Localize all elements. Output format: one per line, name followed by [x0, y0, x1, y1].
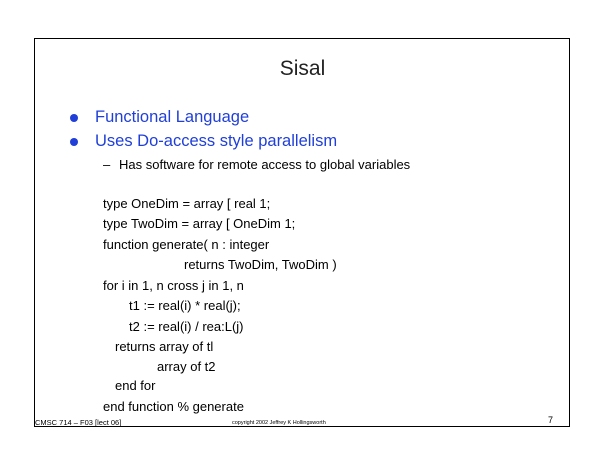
- footer-copyright: copyright 2002 Jeffrey K Hollingsworth: [232, 420, 326, 426]
- code-line: end function % generate: [103, 399, 244, 414]
- bullet-dot-icon: [70, 138, 78, 146]
- code-line: end for: [115, 378, 156, 393]
- sub-bullet-item: [103, 157, 410, 172]
- code-line: for i in 1, n cross j in 1, n: [103, 278, 244, 293]
- slide-title: Sisal: [279, 57, 326, 80]
- slide-frame: [34, 38, 570, 427]
- code-line: returns TwoDim, TwoDim ): [184, 257, 337, 272]
- code-line: type OneDim = array [ real 1;: [103, 196, 271, 211]
- sub-bullet-text: Has software for remote access to global variables: [119, 157, 411, 172]
- bullet-dot-icon: [70, 114, 78, 122]
- code-line: type TwoDim = array [ OneDim 1;: [103, 216, 296, 231]
- code-line: t2 := real(i) / rea:L(j): [129, 319, 244, 334]
- code-line: t1 := real(i) * real(j);: [129, 298, 241, 313]
- code-line: array of t2: [157, 359, 216, 374]
- bullet-text: Uses Do-access style parallelism: [95, 132, 338, 150]
- code-line: function generate( n : integer: [103, 237, 270, 252]
- code-line: returns array of tl: [115, 339, 214, 354]
- footer-course-label: CMSC 714 – F03 [lect 06]: [35, 418, 122, 427]
- page-number: 7: [548, 415, 554, 425]
- bullet-text: Functional Language: [95, 108, 250, 126]
- dash-marker: –: [103, 157, 111, 172]
